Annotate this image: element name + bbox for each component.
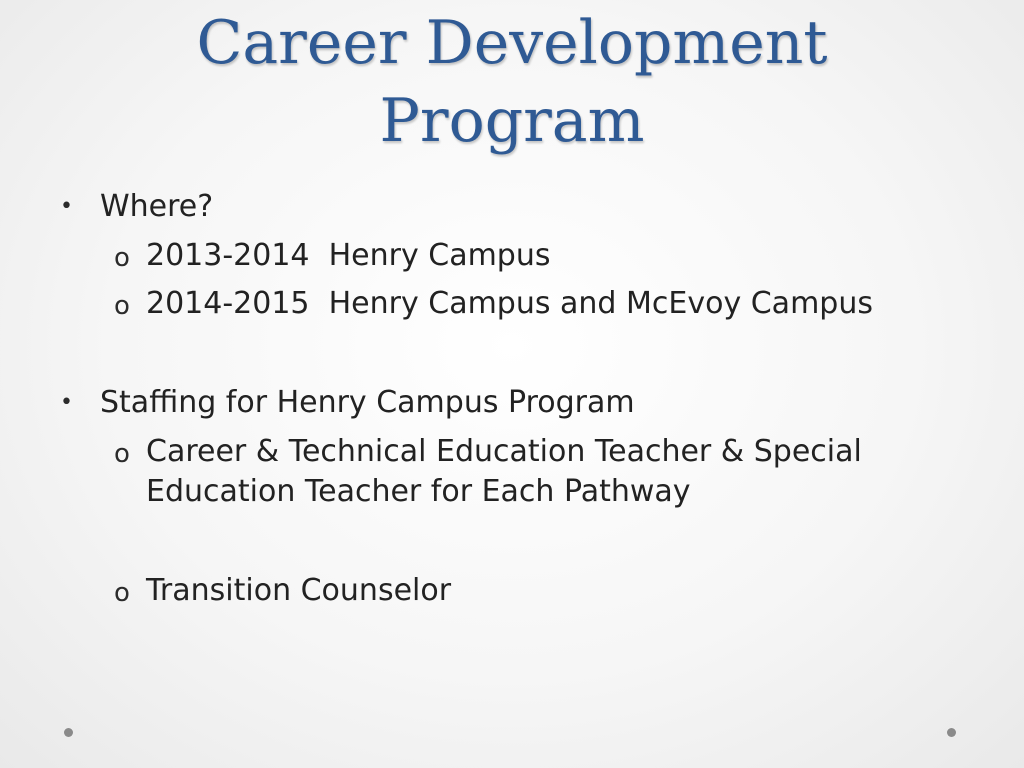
sub-bullet-text: 2014-2015 Henry Campus and McEvoy Campus: [146, 286, 873, 321]
slide-title-line-1: Career Development: [196, 8, 828, 78]
sub-bullet-marker: o: [114, 578, 130, 608]
bullet-marker: •: [60, 194, 73, 219]
sub-bullet-2014-2015: [114, 284, 873, 324]
bullet-where: [60, 187, 214, 227]
bullet-text: Staffing for Henry Campus Program: [100, 385, 635, 420]
sub-bullet-marker: o: [114, 439, 130, 469]
sub-bullet-marker: o: [114, 291, 130, 321]
sub-bullet-text: Career & Technical Education Teacher & Special Education Teacher for Each Pathway: [146, 434, 862, 509]
sub-bullet-text: 2013-2014 Henry Campus: [146, 238, 551, 273]
corner-dot-left: [64, 728, 73, 737]
sub-bullet-teachers: [114, 432, 966, 512]
sub-bullet-2013-2014: [114, 236, 551, 276]
sub-bullet-transition-counselor: [114, 571, 452, 611]
bullet-text: Where?: [100, 189, 214, 224]
corner-dot-right: [947, 728, 956, 737]
sub-bullet-text: Transition Counselor: [146, 573, 452, 608]
bullet-marker: •: [60, 390, 73, 415]
slide-title-line-2: Program: [379, 86, 645, 156]
sub-bullet-marker: o: [114, 243, 130, 273]
bullet-staffing: [60, 383, 635, 423]
